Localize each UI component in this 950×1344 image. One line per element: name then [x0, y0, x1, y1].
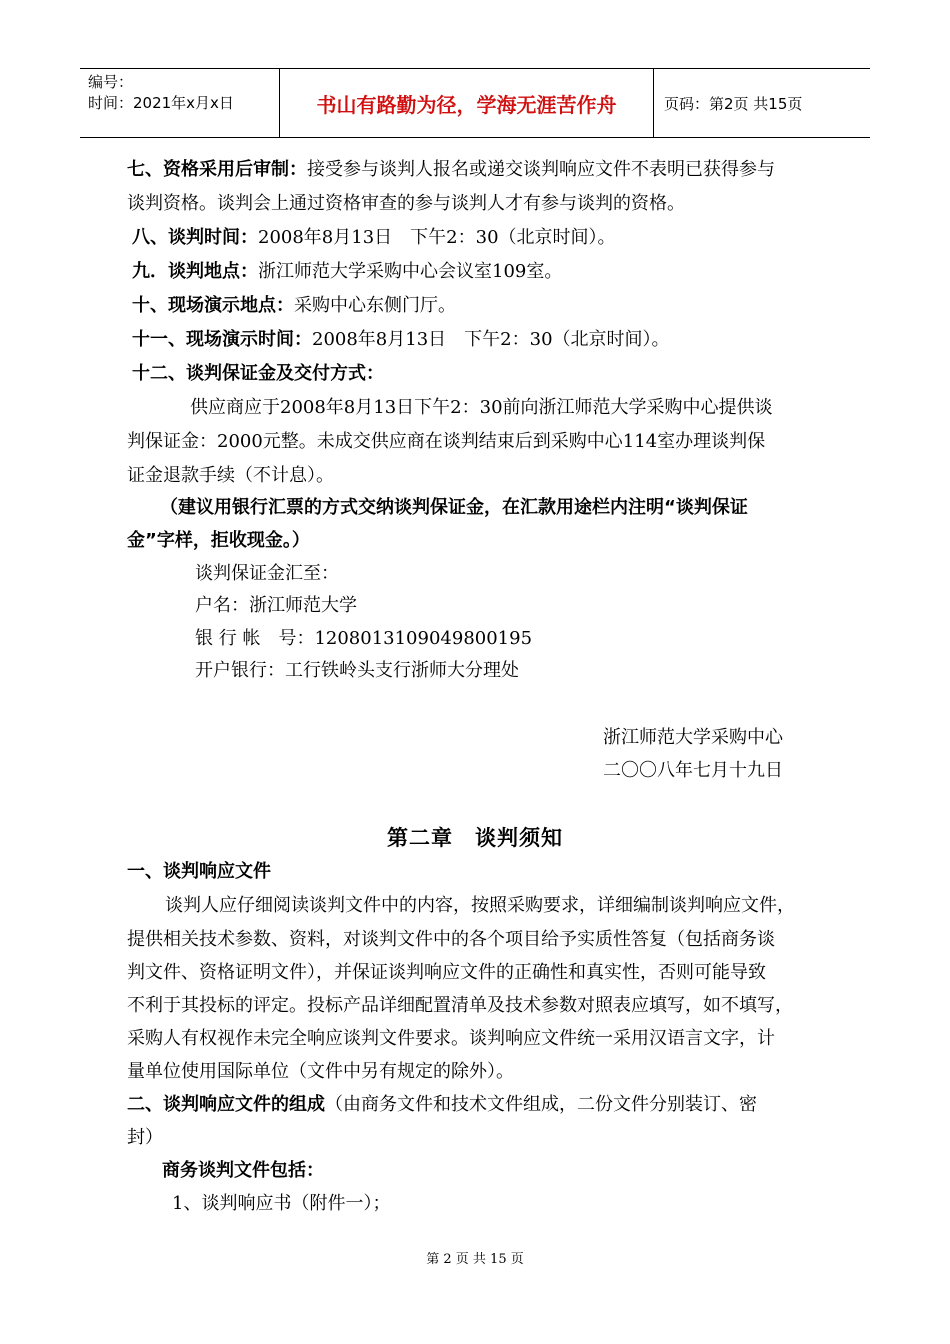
section12-note2: 金”字样，拒收现金。） — [127, 530, 310, 551]
section12-note1: （建议用银行汇票的方式交纳谈判保证金，在汇款用途栏内注明“谈判保证 — [160, 497, 748, 518]
section8 — [132, 226, 616, 250]
chapter2-s1-p6: 量单位使用国际单位（文件中另有规定的除外）。 — [127, 1061, 514, 1082]
section11-text: 2008年8月13日 下午2：30（北京时间）。 — [312, 329, 670, 350]
chapter2-s1-p2: 提供相关技术参数、资料，对谈判文件中的各个项目给予实质性答复（包括商务谈 — [127, 929, 775, 950]
section7-text1: 接受参与谈判人报名或递交谈判响应文件不表明已获得参与 — [307, 159, 775, 180]
page-footer: 第 2 页 共 15 页 — [426, 1252, 524, 1267]
business-docs-item1: 1、谈判响应书（附件一）； — [172, 1193, 391, 1214]
chapter2-s2-title: 二、谈判响应文件的组成 — [127, 1094, 325, 1115]
section10 — [132, 294, 456, 318]
business-docs-title: 商务谈判文件包括： — [162, 1160, 324, 1181]
section8-text: 2008年8月13日 下午2：30（北京时间）。 — [258, 227, 616, 248]
section12-para2: 判保证金：2000元整。未成交供应商在谈判结束后到采购中心114室办理谈判保 — [127, 431, 766, 452]
section7-title: 七、资格采用后审制： — [127, 159, 307, 180]
chapter2-s1-p1: 谈判人应仔细阅读谈判文件中的内容，按照采购要求，详细编制谈判响应文件， — [165, 895, 795, 916]
section12-title: 十二、谈判保证金及交付方式： — [132, 363, 384, 384]
chapter2-s1-p3: 判文件、资格证明文件），并保证谈判响应文件的正确性和真实性，否则可能导致 — [127, 962, 766, 983]
section9-text: 浙江师范大学采购中心会议室109室。 — [258, 261, 563, 282]
section11 — [132, 328, 670, 352]
bank-name: 开户银行：工行铁岭头支行浙师大分理处 — [195, 660, 519, 681]
account-number: 银 行 帐 号：1208013109049800195 — [195, 628, 533, 649]
header-time: 时间：2021年x月x日 — [88, 94, 234, 112]
chapter-title: 第二章 谈判须知 — [387, 826, 563, 850]
header-motto: 书山有路勤为径，学海无涯苦作舟 — [280, 69, 654, 137]
header-table — [80, 68, 870, 138]
section9-title: 九．谈判地点： — [132, 261, 258, 282]
signature-date: 二〇〇八年七月十九日 — [603, 760, 783, 781]
section12-para3: 证金退款手续（不计息）。 — [127, 465, 334, 486]
chapter2-s1-p5: 采购人有权视作未完全响应谈判文件要求。谈判响应文件统一采用汉语言文字，计 — [127, 1028, 775, 1049]
section11-title: 十一、现场演示时间： — [132, 329, 312, 350]
remit-to: 谈判保证金汇至： — [195, 563, 339, 584]
section9 — [132, 260, 562, 284]
account-name: 户名：浙江师范大学 — [195, 595, 357, 616]
section8-title: 八、谈判时间： — [132, 227, 258, 248]
section10-text: 采购中心东侧门厅。 — [294, 295, 456, 316]
signature-org: 浙江师范大学采购中心 — [603, 727, 783, 748]
chapter2-s1-title: 一、谈判响应文件 — [127, 861, 271, 882]
header-number: 编号： — [88, 73, 134, 91]
section7-line1 — [127, 158, 775, 182]
section10-title: 十、现场演示地点： — [132, 295, 294, 316]
chapter2-s2-text1: （由商务文件和技术文件组成，二份文件分别装订、密 — [325, 1094, 757, 1115]
chapter2-s1-p4: 不利于其投标的评定。投标产品详细配置清单及技术参数对照表应填写，如不填写， — [127, 995, 793, 1016]
section7-text2: 谈判资格。谈判会上通过资格审查的参与谈判人才有参与谈判的资格。 — [127, 193, 685, 214]
chapter2-s2-line1 — [127, 1093, 757, 1117]
section12-para1: 供应商应于2008年8月13日下午2：30前向浙江师范大学采购中心提供谈 — [190, 397, 773, 418]
chapter2-s2-text2: 封） — [127, 1127, 163, 1148]
header-meta — [80, 69, 280, 137]
header-page-info: 页码：第2页 共15页 — [664, 94, 803, 113]
